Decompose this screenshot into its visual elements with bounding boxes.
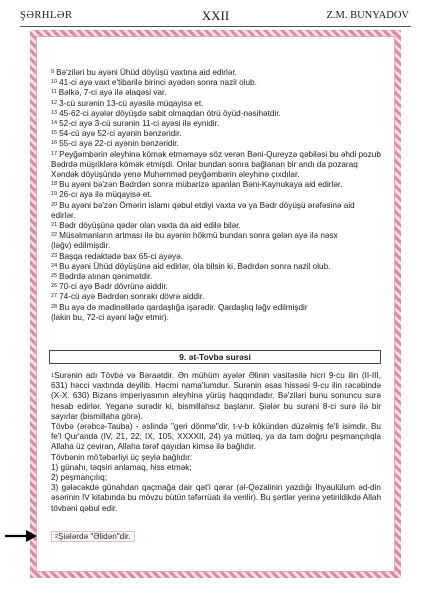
footnote-text: Bu ayəni Ühüd döyüşünə aid edirlər, ola bilsin ki, Bədrdən sonra nazil olub. [59,261,331,271]
footnote-number: 18 [51,181,58,188]
footnote-text: 45-62-ci ayələr döyüşdə sabit olmaqdan ötrü öyüd-nəsihətdir. [59,108,281,118]
footnote-item [51,99,381,109]
footnote-text: 26-cı ayə ilə müqayisə et. [59,190,152,200]
list-item-2: 2) peşmançılıq; [51,473,107,483]
section-body [51,371,381,514]
highlighted-footnote[interactable] [51,531,135,542]
footnote-number: 9 [51,69,55,75]
footnote-text: Müsəlmanların artması ilə bu ayənin hökmü bundan sonra gələn ayə ilə nəsx [59,231,338,241]
footnote-number: 27 [51,293,58,300]
footnote-number: 11 [51,89,57,96]
footnote-number: 12 [51,99,58,106]
footnote-text: 41-ci ayə vaxt e'tibarilə birinci ayədən sonra nazil olub. [59,78,257,88]
footnote-item [51,231,381,241]
footnote-text: Bədrdə alınan qənimətdir. [59,272,153,282]
footnote-number: 25 [51,273,58,280]
footnote-text: Bə'zilərі bu ayəni Ühüd döyüşü vaxtına aid edirlər. [56,68,237,77]
footnote-item [51,109,381,119]
header-right: Z.M. BUNYADOV [326,10,409,21]
footnote-text: Bu ayə də mədinəlilərlə qardaşlığa işarədir. Qardaşlıq ləğv edilmişdir [59,302,308,312]
footnote-item [51,68,381,78]
footnote-item [51,262,381,272]
footnote-item [51,272,381,282]
footnote-item [51,129,381,139]
footnote-number: 20 [51,201,58,208]
paragraph-3: Tövbənin mö'təbərliyi üç şeylə bağlıdır: [51,452,193,462]
page-number: XXII [201,8,230,23]
footnote-item [51,303,381,313]
footnote-number: 15 [51,130,58,137]
footnote-number: 13 [51,109,58,116]
footnote-item [51,221,381,231]
footnote-number: 23 [51,252,58,259]
footnote-number: 21 [51,222,58,229]
paragraph-2: Tövbə (ərəbcə-Tauba) - əslində "geri dönmə"dir, t-v-b kökündən düzəlmiş fe'li isimdir. Bu fe'l Qur'anda (IV, 21, 22; IX, 105; XXXXII, 24) ya mütləq, ya da tam doğru peşmançılıqla Allaha üz çeviran, Allaha tərəf qayıdan kimsə ilə bağlıdır. [51,422,381,452]
footnote-item [51,88,381,98]
list-item-3: 3) gələcəkdə günahdan qaçmağa dair qət'i qərar (əl-Qəzalinin yazdığı İhyaulülum əd-din əsərinin IV kitabında bu mövzu bütün təfərrüatı ilə verilir). Bu şərtlər yerinə yetirildikdə Allah tövbəni qəbul edir. [51,483,381,513]
section-title: 9. ət-Tovbə surəsi [49,350,381,364]
footnote-text: Şiələrdə "Əlidən"dir. [58,532,131,541]
footnote-text: 3-cü surənin 13-cü ayəsilə müqayisə et. [59,98,204,108]
footnote-text: Başqa redaktədə bax 65-ci ayəyə. [59,251,183,261]
header-rule [20,26,411,27]
footnote-text: 70-ci ayə Bədr dövrünə aiddir. [59,282,168,292]
footnote-item [51,282,381,292]
footnote-text: Bu ayəni bə'zən Bədrdən sonra mübarizə apanlan Bəni-Kaynukaya aid edirlər. [59,180,343,190]
footnote-number: 24 [51,262,58,269]
footnote-text: Bəlkə, 7-ci ayə ilə əlaqəsi var. [58,88,167,98]
footnote-number: 22 [51,232,58,239]
pointer-arrow-icon [4,528,38,544]
footnote-text: Bu ayəni bə'zən Ömərin islamı qəbul etdiyi vaxta və ya Bədr döyüşü ərəfəsinə aid edirlər. [51,200,355,220]
footnote-item [51,190,381,200]
footnote-text: (ləğv) edilmişdir. [51,241,111,251]
footnote-text: Peyğəmbərin əleyhinə kömək etməməyə söz verən Bəni-Qureyzə qəbiləsi bu əhdi pozub Bədrdə müşriklərə kömək etmişdi. Onlar bundan sonra bağlanan bir andı da pozaraq Xəndək döyüşündə yenə Muhəmməd peyğəmbərin əleyhinə çıxdılar. [51,149,381,180]
footnote-number: 10 [51,79,58,86]
footnote-number: 2 [55,534,59,540]
footnote-item [51,78,381,88]
footnote-item [51,139,381,149]
paragraph-1-text: Surənin adı Tövbə və Bəraətdir. Ən mühüm ayələr Əlinin vasitəsilə hicri 9-cu ilin (II-III, 631) həcci vaxtında deyilib. Həcmi nama'lumdur. Surənin əsas hissəsi 9-cu ilin rəcəbində (X-X. 630) Bizans imperiyasının əleyhinə yürüş haqqındadır. Bə'ziləri bunu sonuncu surə hesab edirlər. Yeganə surədir ki, bismillahsız başlanır. Şiələr bu surəni 8-ci surə ilə bir sayırlar (bismillaha görə). [51,371,381,421]
footnote-item [51,201,381,221]
footnote-number: 17 [51,150,58,157]
header-left: ŞƏRHLƏR [20,10,73,21]
footnote-item [51,119,381,129]
list-item-1: 1) günahı, təqsiri anlamaq, hiss etmək; [51,462,192,472]
footnote-text: (lakin bu, 72-ci ayəni ləğv etmir). [51,312,169,322]
final-footnote [51,532,381,542]
footnote-item [51,313,381,323]
footnote-item [51,180,381,190]
footnote-number: 19 [51,191,58,198]
footnote-text: 55-ci ayə 22-ci ayənin bənzəridir. [59,139,179,149]
footnote-text: Bədr döyüşünə qədər olan vaxta da aid edilə bilər. [59,221,241,231]
footnote-number: 14 [51,120,58,127]
footnote-item [51,252,381,262]
footnotes-list [51,68,381,323]
footnote-number: 28 [51,303,58,310]
footnote-number: 16 [51,140,58,147]
paragraph-1: $^1$Surənin adı Tövbə və Bəraətdir. Ən mühüm ayələr Əlinin vasitəsilə hicri 9-cu ilin (II-III, 631) həcci vaxtında deyilib. Həcmi nama'lumdur. Surənin əsas hissəsi 9-cu ilin rəcəbində (X-X. 630) Bizans imperiyasının əleyhinə yürüş haqqındadır. Bə'ziləri bunu sonuncu surə hesab edirlər. Yeganə surədir ki, bismillahsız başlanır. Şiələr bu surəni 8-ci surə ilə bir sayırlar (bismillaha görə). [51,371,381,421]
footnote-text: 52-ci ayə 3-cü surənin 11-ci ayəsi ilə eynidir. [59,119,220,129]
footnote-text: 54-cü ayə 52-ci ayənin bənzəridir. [59,129,182,139]
footnote-text: 74-cü ayə Bədrdən sonrakı dövrə aiddir. [59,292,205,302]
footnote-item [51,292,381,302]
footnote-item [51,241,381,251]
page-header [0,6,431,26]
footnote-number: 26 [51,283,58,290]
footnote-item [51,150,381,181]
